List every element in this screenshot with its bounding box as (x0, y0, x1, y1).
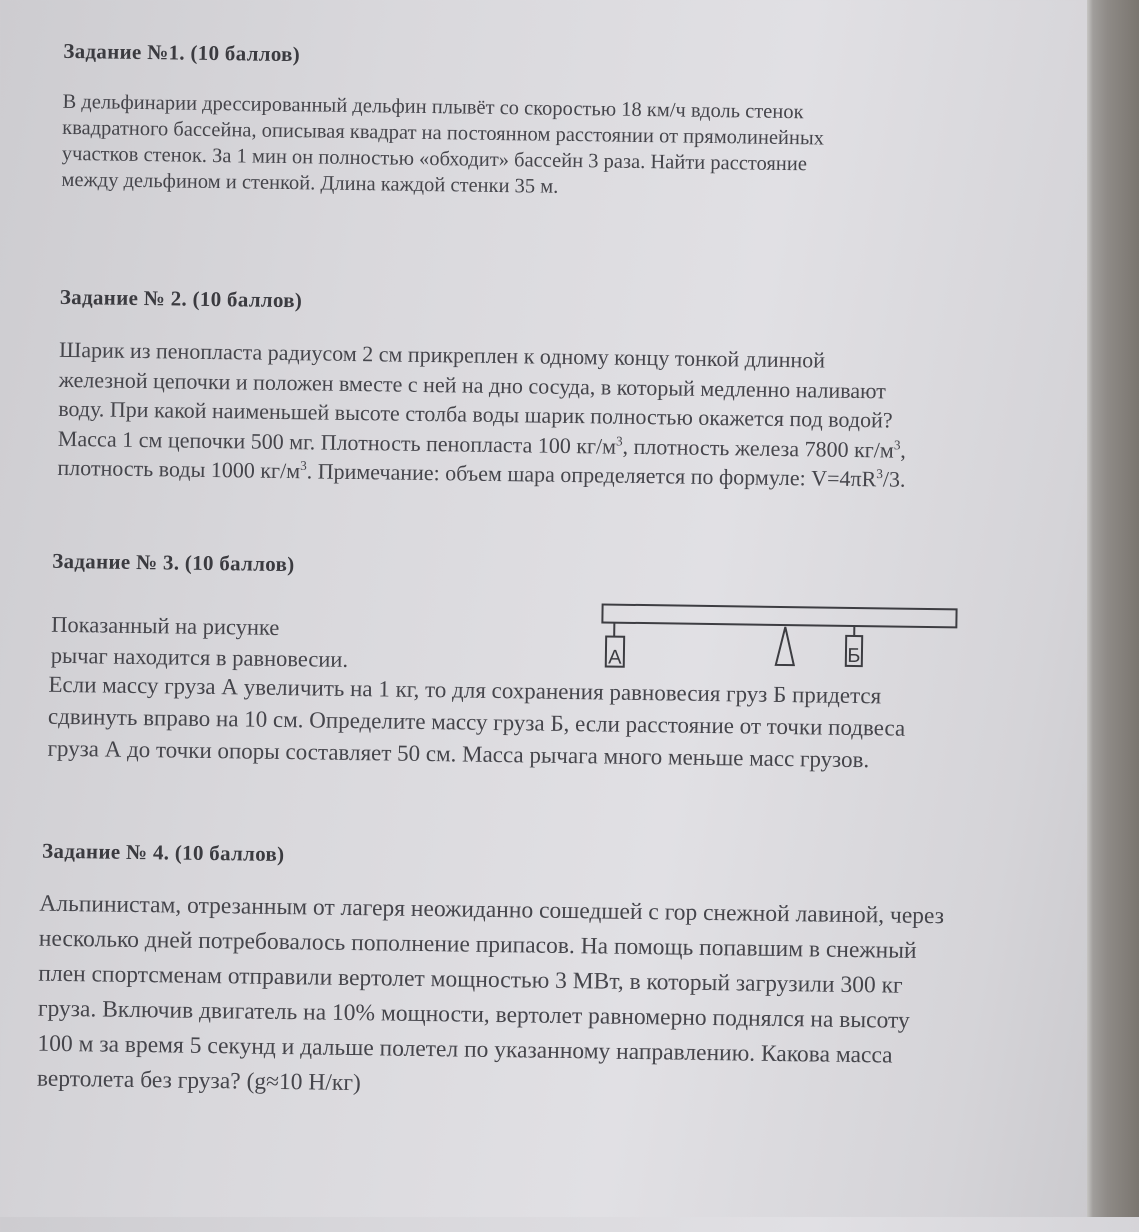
task3-intro-line: Показанный на рисунке (51, 609, 471, 646)
task2-line5-part: /3. (883, 466, 906, 491)
task1-line: квадратного бассейна, описывая квадрат на постоянном расстоянии от прямолинейных (62, 115, 1017, 154)
task2-text (57, 335, 1059, 496)
task1-text (61, 89, 1017, 206)
task4-line: плен спортсменам отправили вертолет мощностью 3 МВт, в который загрузили 300 кг (38, 957, 1078, 1007)
task4-line: несколько дней потребовалось пополнение припасов. На помощь попавшим в снежный (39, 922, 1079, 972)
task1-heading: Задание №1. (10 баллов) (63, 39, 300, 67)
task4-text (37, 887, 1080, 1112)
task2-line: Шарик из пенопласта радиусом 2 см прикреплен к одному концу тонкой длинной (59, 335, 1059, 378)
task1-line: участков стенок. За 1 мин он полностью «обходит» бассейн 3 раза. Найти расстояние (62, 141, 1017, 180)
task3-line: сдвинуть вправо на 10 см. Определите массу груза Б, если расстояние от точки подвеса (48, 701, 1068, 747)
task4-line: Альпинистам, отрезанным от лагеря неожиданно сошедшей с гор снежной лавиной, через (39, 887, 1079, 937)
task2-line4-part: Масса 1 см цепочки 500 мг. Плотность пенопласта 100 кг/м (58, 425, 617, 458)
task2-line4-part: , плотность железа 7800 кг/м (622, 433, 894, 462)
weight-a-label: А (608, 647, 622, 669)
lever-beam (602, 604, 956, 627)
task3-line: Если массу груза А увеличить на 1 кг, то для сохранения равновесия груз Б придется (48, 669, 1068, 715)
weight-b-label: Б (847, 645, 860, 667)
task3-intro-line: рычаг находится в равновесии. (51, 640, 471, 677)
task2-line: воду. При какой наименьшей высоте столба воды шарик полностью окажется под водой? (58, 394, 1058, 437)
task4-heading: Задание № 4. (10 баллов) (42, 839, 285, 867)
task3-intro (51, 609, 472, 677)
task3-line: груза А до точки опоры составляет 50 см. Масса рычага много меньше масс грузов. (47, 733, 1067, 779)
lever-figure (596, 600, 967, 685)
task4-line: груза. Включив двигатель на 10% мощности, вертолет равномерно поднялся на высоту (38, 992, 1078, 1042)
task2-heading: Задание № 2. (10 баллов) (60, 285, 303, 313)
task2-line5-part: плотность воды 1000 кг/м (57, 455, 300, 483)
task1-line: В дельфинарии дрессированный дельфин плывёт со скоростью 18 км/ч вдоль стенок (62, 89, 1017, 128)
task2-line5-part: . Примечание: объем шара определяется по формуле: V=4πR (307, 458, 877, 491)
task4-line: вертолета без груза? (g≈10 Н/кг) (37, 1062, 1077, 1112)
superscript: 3 (616, 433, 623, 448)
superscript: 3 (300, 458, 307, 473)
paper-edge (1087, 0, 1139, 1217)
task3-text (47, 669, 1068, 779)
task3-heading: Задание № 3. (10 баллов) (52, 549, 295, 577)
task2-line: железной цепочки и положен вместе с ней на дно сосуда, в который медленно наливают (59, 364, 1059, 407)
superscript: 3 (894, 437, 901, 452)
fulcrum-icon (776, 627, 795, 665)
task2-line4-part: , (900, 437, 906, 462)
task4-line: 100 м за время 5 секунд и дальше полетел по указанному направлению. Какова масса (37, 1027, 1077, 1077)
superscript: 3 (876, 466, 883, 481)
task1-line: между дельфином и стенкой. Длина каждой стенки 35 м. (61, 167, 1016, 206)
